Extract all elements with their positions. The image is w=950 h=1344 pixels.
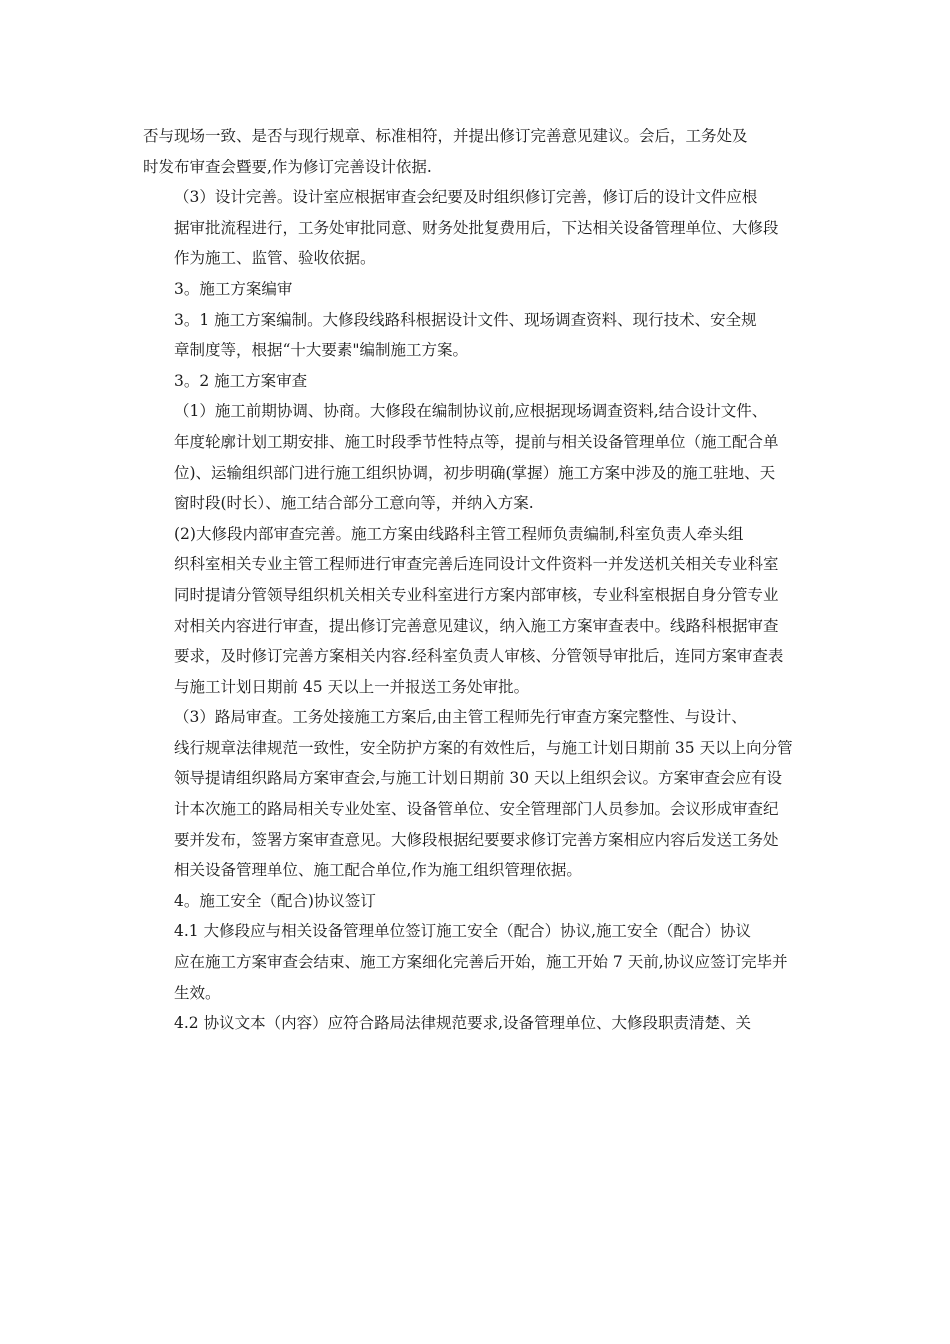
text-line: (2)大修段内部审查完善。施工方案由线路科主管工程师负责编制,科室负责人牵头组 bbox=[174, 524, 744, 543]
text-line: 窗时段(时长）、施工结合部分工意向等，并纳入方案. bbox=[174, 494, 534, 513]
text-line: 3。施工方案编审 bbox=[174, 279, 293, 298]
text-line: 领导提请组织路局方案审查会,与施工计划日期前 30 天以上组织会议。方案审查会应有设 bbox=[174, 769, 783, 788]
text-line: （3）设计完善。设计室应根据审查会纪要及时组织修订完善，修订后的设计文件应根 bbox=[174, 188, 758, 207]
paragraph-design-completion bbox=[143, 182, 810, 274]
text-line: 3。2 施工方案审查 bbox=[174, 371, 308, 390]
section-heading-4 bbox=[143, 886, 810, 917]
text-line: 作为施工、监管、验收依据。 bbox=[174, 249, 376, 268]
text-line: 时发布审查会暨要,作为修订完善设计依据. bbox=[143, 157, 432, 176]
text-line: 生效。 bbox=[174, 983, 221, 1002]
paragraph-4-2 bbox=[143, 1008, 810, 1039]
text-line: 据审批流程进行，工务处审批同意、财务处批复费用后，下达相关设备管理单位、大修段 bbox=[174, 218, 779, 237]
section-heading-3-2 bbox=[143, 366, 810, 397]
text-line: 织科室相关专业主管工程师进行审查完善后连同设计文件资料一并发送机关相关专业科室 bbox=[174, 555, 779, 574]
text-line: 年度轮廓计划工期安排、施工时段季节性特点等，提前与相关设备管理单位（施工配合单 bbox=[174, 432, 779, 451]
paragraph-preliminary-coordination bbox=[143, 396, 810, 518]
paragraph-internal-review bbox=[143, 519, 810, 703]
text-line: 3。1 施工方案编制。大修段线路科根据设计文件、现场调查资料、现行技术、安全规 bbox=[174, 310, 757, 329]
text-line: 否与现场一致、是否与现行规章、标准相符，并提出修订完善意见建议。会后，工务处及 bbox=[143, 127, 748, 145]
text-line: 相关设备管理单位、施工配合单位,作为施工组织管理依据。 bbox=[174, 861, 582, 880]
text-line: 位)、运输组织部门进行施工组织协调，初步明确(掌握）施工方案中涉及的施工驻地、天 bbox=[174, 463, 776, 482]
text-line: 对相关内容进行审查，提出修订完善意见建议，纳入施工方案审查表中。线路科根据审查 bbox=[174, 616, 779, 635]
paragraph-bureau-review bbox=[143, 702, 810, 886]
text-line: 与施工计划日期前 45 天以上一并报送工务处审批。 bbox=[174, 677, 530, 696]
text-line: 4.1 大修段应与相关设备管理单位签订施工安全（配合）协议,施工安全（配合）协议 bbox=[174, 922, 752, 941]
text-line: 4.2 协议文本（内容）应符合路局法律规范要求,设备管理单位、大修段职责清楚、关 bbox=[174, 1014, 752, 1033]
text-line: 要求，及时修订完善方案相关内容.经科室负责人审核、分管领导审批后，连同方案审查表 bbox=[174, 647, 784, 666]
text-line: 应在施工方案审查会结束、施工方案细化完善后开始，施工开始 7 天前,协议应签订完毕并 bbox=[174, 953, 788, 972]
paragraph-design-review-continued bbox=[143, 121, 810, 182]
section-heading-3 bbox=[143, 274, 810, 305]
text-line: 章制度等，根据“十大要素"编制施工方案。 bbox=[174, 341, 469, 360]
paragraph-3-1 bbox=[143, 305, 810, 366]
document-page bbox=[143, 121, 810, 1039]
text-line: （1）施工前期协调、协商。大修段在编制协议前,应根据现场调查资料,结合设计文件、 bbox=[174, 402, 768, 421]
text-line: 要并发布，签署方案审查意见。大修段根据纪要要求修订完善方案相应内容后发送工务处 bbox=[174, 830, 779, 849]
paragraph-4-1 bbox=[143, 916, 810, 1008]
text-line: 4。施工安全（配合)协议签订 bbox=[174, 891, 376, 910]
text-line: （3）路局审查。工务处接施工方案后,由主管工程师先行审查方案完整性、与设计、 bbox=[174, 708, 747, 727]
text-line: 计本次施工的路局相关专业处室、设备管单位、安全管理部门人员参加。会议形成审查纪 bbox=[174, 800, 779, 819]
text-line: 线行规章法律规范一致性，安全防护方案的有效性后，与施工计划日期前 35 天以上向分管 bbox=[174, 738, 793, 757]
text-line: 同时提请分管领导组织机关相关专业科室进行方案内部审核，专业科室根据自身分管专业 bbox=[174, 585, 779, 604]
